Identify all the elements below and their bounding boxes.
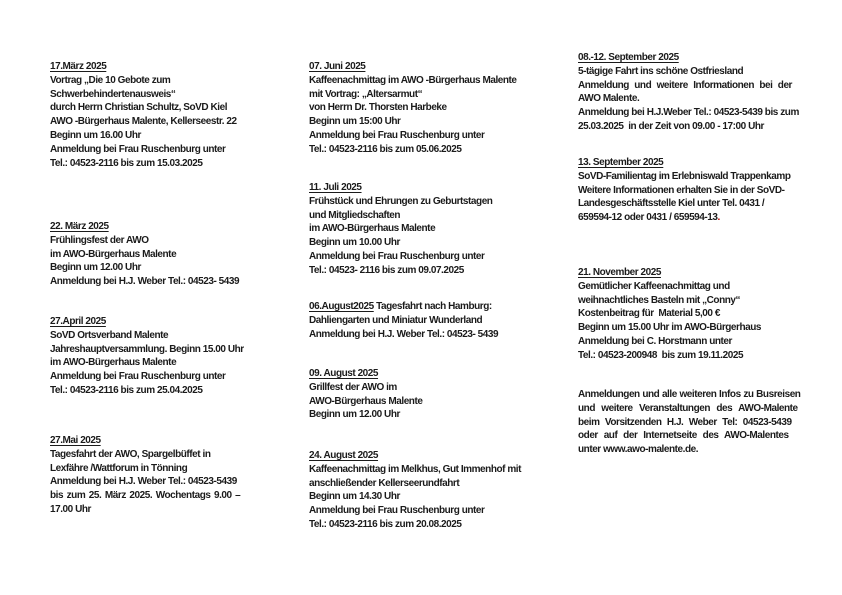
event-date: 17.März 2025 (50, 61, 107, 72)
event-line: Anmeldung bei H.J.Weber Tel.: 04523-5439 bis zum (578, 107, 799, 119)
event-line: von Herrn Dr. Thorsten Harbeke (309, 102, 447, 114)
event-date: 09. August 2025 (309, 368, 379, 379)
event-line: Tel.: 04523-2116 bis zum 20.08.2025 (309, 518, 462, 530)
event-block (309, 449, 541, 532)
red-period: . (717, 212, 720, 224)
event-line: und weitere Veranstaltungen des AWO-Malente (578, 402, 798, 414)
event-heading (578, 266, 809, 280)
event-line: Grillfest der AWO im (309, 381, 397, 393)
event-block (309, 367, 541, 422)
event-line: Kaffeenachmittag im AWO -Bürgerhaus Malente (309, 74, 517, 86)
event-date: 21. November 2025 (578, 267, 661, 278)
event-line: Tel.: 04523-2116 bis zum 25.04.2025 (50, 384, 203, 396)
event-heading (309, 60, 541, 74)
event-line: Anmeldung bei Frau Ruschenburg unter (309, 129, 485, 141)
events-column-middle (309, 0, 541, 595)
event-line: Jahreshauptversammlung. Beginn 15.00 Uhr (50, 343, 244, 355)
event-heading (309, 181, 541, 195)
events-column-right (578, 0, 809, 595)
event-line: Beginn um 12.00 Uhr (309, 409, 400, 421)
event-block (309, 181, 541, 278)
event-line: Beginn um 15:00 Uhr (309, 116, 401, 128)
event-line: Anmeldung bei H.J. Weber Tel.: 04523- 5439 (50, 276, 240, 288)
event-block (50, 434, 256, 517)
event-line: beim Vorsitzenden H.J. Weber Tel: 04523-5439 (578, 416, 792, 428)
event-date: 27.Mai 2025 (50, 435, 101, 446)
event-line: bis zum 25. März 2025. Wochentags 9.00 – (50, 490, 241, 502)
event-line: im AWO-Bürgerhaus Malente (50, 248, 177, 260)
event-block (309, 60, 541, 157)
event-title-inline: Tagesfahrt nach Hamburg: (373, 301, 492, 312)
event-heading (50, 434, 256, 448)
event-heading (309, 449, 541, 463)
event-line: Anmeldung bei H.J. Weber Tel.: 04523- 5439 (309, 328, 499, 340)
event-date: 27.April 2025 (50, 316, 106, 327)
event-block (50, 220, 256, 289)
event-line: weihnachtliches Basteln mit „Conny“ (578, 294, 741, 306)
event-line: Tel.: 04523-2116 bis zum 05.06.2025 (309, 143, 462, 155)
event-line: unter www.awo-malente.de. (578, 444, 699, 456)
event-line: Frühlingsfest der AWO (50, 234, 149, 246)
event-line: Weitere Informationen erhalten Sie in der SoVD- (578, 184, 785, 196)
event-line: Beginn um 14.30 Uhr (309, 491, 400, 503)
event-heading (309, 300, 541, 314)
event-line: Dahliengarten und Miniatur Wunderland (309, 314, 483, 326)
event-line: Beginn um 10.00 Uhr (309, 237, 400, 249)
event-line: Kaffeenachmittag im Melkhus, Gut Immenhof mit (309, 463, 522, 475)
event-line: Anmeldung bei Frau Ruschenburg unter (309, 250, 485, 262)
event-line: AWO Malente. (578, 93, 640, 105)
event-block (578, 266, 809, 363)
event-line: Frühstück und Ehrungen zu Geburtstagen (309, 195, 493, 207)
event-line: mit Vortrag: „Altersarmut“ (309, 88, 423, 100)
event-line: Beginn um 15.00 Uhr im AWO-Bürgerhaus (578, 322, 762, 334)
event-line-text: 659594-12 oder 0431 / 659594-13 (578, 212, 718, 224)
event-date: 13. September 2025 (578, 157, 664, 168)
event-block (50, 315, 256, 398)
event-line: AWO -Bürgerhaus Malente, Kellerseestr. 22 (50, 116, 237, 128)
event-block (578, 51, 809, 134)
event-line: Anmeldung bei Frau Ruschenburg unter (309, 505, 485, 517)
event-line: Landesgeschäftsstelle Kiel unter Tel. 0431 / (578, 198, 765, 210)
event-line: Anmeldungen und alle weiteren Infos zu Busreisen (578, 389, 801, 400)
event-date: 11. Juli 2025 (309, 182, 362, 193)
event-line: Gemütlicher Kaffeenachmittag und (578, 280, 730, 292)
event-line: Anmeldung bei H.J. Weber Tel.: 04523-5439 (50, 476, 237, 488)
event-line: im AWO-Bürgerhaus Malente (50, 357, 177, 369)
event-block (578, 388, 809, 457)
event-heading (50, 220, 256, 234)
event-heading (309, 367, 541, 381)
event-date: 06.August2025 (309, 301, 374, 312)
event-line: Tel.: 04523-2116 bis zum 15.03.2025 (50, 157, 203, 169)
event-line: Tel.: 04523- 2116 bis zum 09.07.2025 (309, 264, 464, 276)
event-date: 08.-12. September 2025 (578, 52, 679, 63)
event-line: Beginn um 16.00 Uhr (50, 129, 141, 141)
event-date: 22. März 2025 (50, 221, 109, 232)
event-heading (578, 156, 809, 170)
event-line: anschließender Kellerseerundfahrt (309, 477, 460, 489)
event-line: 17.00 Uhr (50, 503, 91, 515)
event-line: Tel.: 04523-200948 bis zum 19.11.2025 (578, 349, 744, 361)
event-line: SoVD Ortsverband Malente (50, 329, 169, 341)
event-block (50, 60, 256, 170)
event-line: Anmeldung bei C. Horstmann unter (578, 335, 732, 347)
event-line: SoVD-Familientag im Erlebniswald Trappenkamp (578, 170, 791, 182)
event-date: 24. August 2025 (309, 450, 379, 461)
event-line: durch Herrn Christian Schultz, SoVD Kiel (50, 102, 228, 114)
event-block (578, 156, 809, 225)
event-heading (50, 60, 256, 74)
event-line: Vortrag „Die 10 Gebote zum (50, 74, 171, 86)
event-line: Tagesfahrt der AWO, Spargelbüffet in (50, 448, 211, 460)
event-line: 5-tägige Fahrt ins schöne Ostfriesland (578, 65, 744, 77)
event-line: oder auf der Internetseite des AWO-Malentes (578, 430, 789, 442)
event-line: Schwerbehindertenausweis“ (50, 88, 176, 100)
event-line: Beginn um 12.00 Uhr (50, 262, 141, 274)
events-column-left (50, 0, 256, 595)
event-block (309, 300, 541, 341)
event-line: Anmeldung und weitere Informationen bei der (578, 79, 792, 91)
event-heading (578, 51, 809, 65)
event-line: Anmeldung bei Frau Ruschenburg unter (50, 143, 226, 155)
event-line: 25.03.2025 in der Zeit von 09.00 - 17:00 Uhr (578, 120, 764, 132)
event-heading (50, 315, 256, 329)
event-date: 07. Juni 2025 (309, 61, 366, 72)
event-line: Anmeldung bei Frau Ruschenburg unter (50, 371, 226, 383)
event-line: im AWO-Bürgerhaus Malente (309, 223, 436, 235)
event-line: AWO-Bürgerhaus Malente (309, 395, 423, 407)
event-line: Kostenbeitrag für Material 5,00 € (578, 308, 720, 320)
event-line: Lexfähre /Wattforum in Tönning (50, 462, 188, 474)
event-line: und Mitgliedschaften (309, 209, 401, 221)
event-line (578, 211, 809, 225)
